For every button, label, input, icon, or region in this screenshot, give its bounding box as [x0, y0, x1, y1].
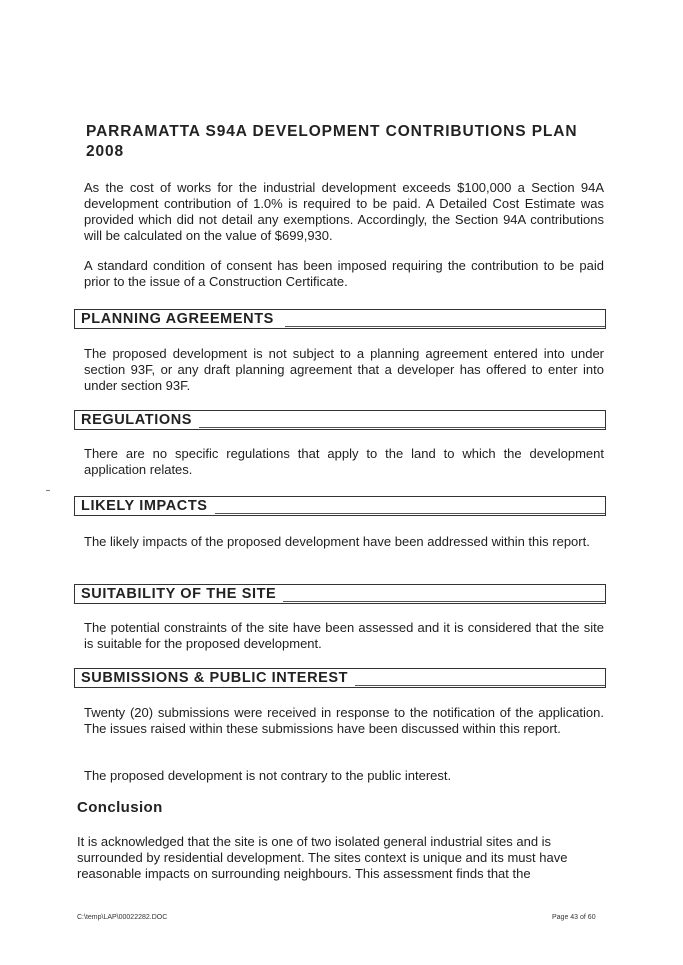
- main-heading: PARRAMATTA S94A DEVELOPMENT CONTRIBUTIONS PLAN 2008: [86, 123, 578, 160]
- section-underline: [285, 326, 605, 327]
- suitability-paragraph: The potential constraints of the site have been assessed and it is considered that the site is suitable for the proposed development.: [84, 620, 604, 651]
- section-title-likely-impacts: LIKELY IMPACTS: [81, 498, 208, 514]
- scan-mark: [46, 490, 50, 491]
- regulations-paragraph: There are no specific regulations that apply to the land to which the development application relates.: [84, 446, 604, 477]
- section-title-planning-agreements: PLANNING AGREEMENTS: [81, 311, 274, 327]
- section-title-suitability-of-the-site: SUITABILITY OF THE SITE: [81, 586, 277, 602]
- conclusion-heading: Conclusion: [77, 799, 163, 816]
- submissions-paragraph: Twenty (20) submissions were received in response to the notification of the application. The issues raised within these submissions have been discussed within this report.: [84, 705, 604, 736]
- conclusion-paragraph: It is acknowledged that the site is one of two isolated general industrial sites and is surrounded by residential development. The sites context is unique and its must have reasonable impacts on surrounding neighbours. This assessment finds that the: [77, 834, 568, 881]
- section-underline: [215, 513, 605, 514]
- section-header-suitability-of-the-site: [74, 584, 606, 604]
- section-header-planning-agreements: [74, 309, 606, 329]
- section-header-likely-impacts: [74, 496, 606, 516]
- likely-impacts-paragraph: The likely impacts of the proposed development have been addressed within this report.: [84, 534, 590, 549]
- s94a-paragraph-2: A standard condition of consent has been imposed requiring the contribution to be paid prior to the issue of a Construction Certificate.: [84, 258, 604, 289]
- section-header-regulations: [74, 410, 606, 430]
- footer-file-path: C:\temp\LAP\00022282.DOC: [77, 914, 168, 921]
- section-underline: [283, 601, 605, 602]
- section-underline: [199, 427, 605, 428]
- section-title-regulations: REGULATIONS: [81, 412, 193, 428]
- section-underline: [355, 685, 605, 686]
- footer-page-number: Page 43 of 60: [552, 914, 596, 921]
- planning-agreements-paragraph: The proposed development is not subject to a planning agreement entered into under section 93F, or any draft planning agreement that a developer has offered to enter into under section 93F.: [84, 346, 604, 393]
- s94a-paragraph-1: As the cost of works for the industrial development exceeds $100,000 a Section 94A development contribution of 1.0% is required to be paid. A Detailed Cost Estimate was provided which did not detail any exemptions. Accordingly, the Section 94A contributions will be calculated on the value of $699,930.: [84, 180, 604, 243]
- public-interest-paragraph: The proposed development is not contrary to the public interest.: [84, 768, 452, 783]
- section-title-submissions-public-interest: SUBMISSIONS & PUBLIC INTEREST: [81, 670, 349, 686]
- section-header-submissions-public-interest: [74, 668, 606, 688]
